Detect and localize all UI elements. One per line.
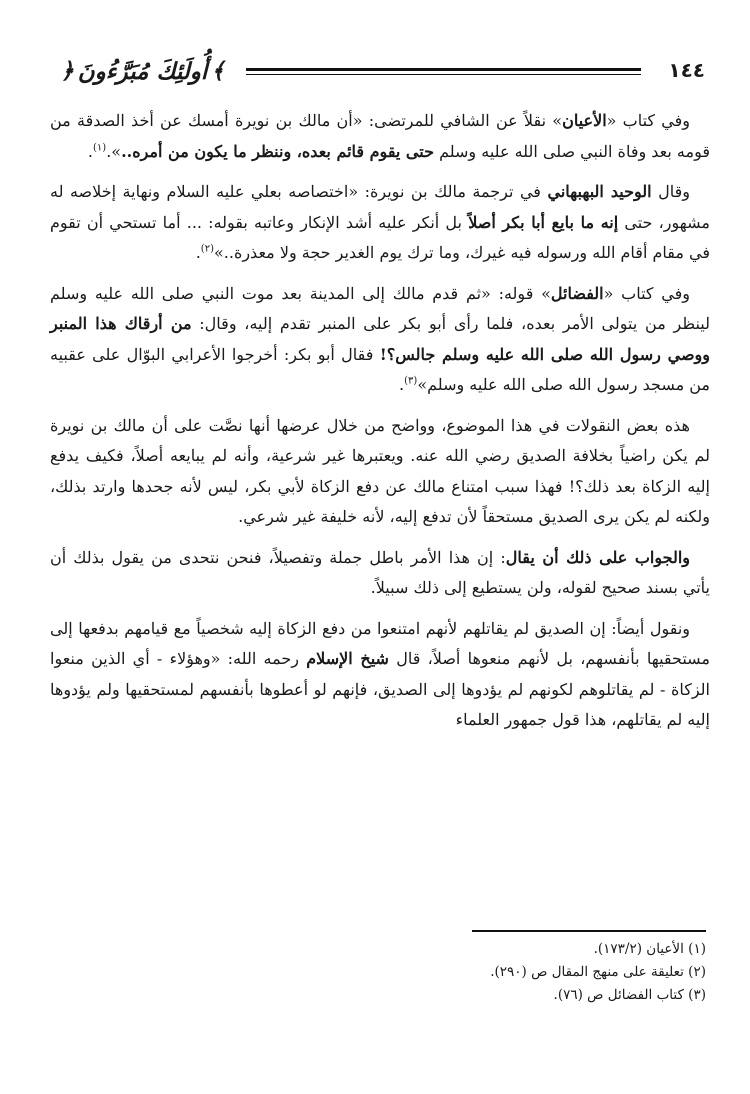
running-title — [50, 52, 235, 90]
text-run: : إن هذا الأمر باطل جملة وتفصيلاً، فنحن نتحدى من يقول بذلك أن يأتي بسند صحيح لقوله، ولن يستطيع إلى ذلك سبيلاً. — [50, 547, 710, 597]
text-run: » نقلاً عن الشافي للمرتضى: «أن مالك بن نويرة أمسك عن أخذ الصدقة من قومه بعد وفاة النبي صلى الله عليه وسلم — [50, 111, 710, 161]
footnote-reference: (٢) — [200, 243, 214, 255]
text-run: رحمه الله: «وهؤلاء - أي الذين منعوا الزكاة - لم يقاتلوهم لكونهم لم يؤدوها إلى الصديق، فإنهم لو أعطوها بأنفسهم لمستحقيها ولم يؤدوها إليه لم يقاتلهم، هذا قول جمهور العلماء — [50, 649, 710, 729]
text-run: ». — [106, 141, 122, 161]
paragraph — [50, 543, 710, 604]
bold-phrase: من أرقاك هذا المنبر ووصي رسول الله صلى الله عليه وسلم جالس؟! — [50, 314, 710, 364]
text-run: وفي كتاب « — [606, 111, 690, 130]
ornament-right: ﴾ — [211, 58, 225, 84]
page-header — [50, 50, 705, 94]
bold-phrase: الأعيان — [562, 111, 607, 130]
footnote-separator — [472, 930, 706, 932]
paragraph — [50, 411, 710, 533]
text-run: بل أنكر عليه أشد الإنكار وعاتبه بقوله: ... أما تستحي أن تقوم في مقام أقام الله ورسوله فيه غيرك، وما ترك يوم الغدير حجة ولا معذرة..» — [50, 212, 710, 262]
footnote: (١) الأعيان (١٧٣/٢). — [593, 941, 706, 957]
text-run: هذه بعض النقولات في هذا الموضوع، وواضح من خلال عرضها أنها نصَّت على أن مالك بن نويرة لم يكن راضياً بخلافة الصديق رضي الله عنه. ويعتبرها غير شرعية، وأنه لم يبايعه أصلاً، فكيف يدفع إليه الزكاة بعد ذلك؟! فهذا سبب امتناع مالك عن دفع الزكاة لأبي بكر، ليس لأنه جحدها وارتد بذلك، ولكنه لم يكن يرى الصديق مستحقاً لأن تدفع إليه، لأنه خليفة غير شرعي. — [50, 415, 710, 526]
page-number: ١٤٤ — [668, 58, 705, 82]
footnote-reference: (١) — [93, 142, 107, 154]
text-run: في ترجمة مالك بن نويرة: «اختصاصه بعلي عليه السلام ونهاية إخلاصه له مشهور، حتى — [50, 182, 710, 232]
bold-phrase: الوحيد البهبهاني — [547, 182, 652, 201]
text-run: وقال — [651, 182, 690, 201]
bold-phrase: الفضائل — [550, 283, 604, 303]
bold-phrase: شيخ الإسلام — [306, 649, 389, 668]
footnote-reference: (٣) — [404, 375, 418, 387]
paragraph: وفي كتاب «الأعيان» نقلاً عن الشافي للمرتضى: «أن مالك بن نويرة أمسك عن أخذ الصدقة من قومه بعد وفاة النبي صلى الله عليه وسلم حتى يقوم قائم بعده، وننظر ما يكون من أمره..».$^{(١)}$. — [50, 111, 710, 161]
text-run: وفي كتاب « — [603, 283, 690, 303]
bold-phrase: حتى يقوم قائم بعده، وننظر ما يكون من أمره.. — [121, 141, 434, 161]
bold-phrase: إنه ما بايع أبا بكر أصلاً — [468, 212, 619, 232]
paragraph: وفي كتاب «الفضائل» قوله: «ثم قدم مالك إلى المدينة بعد موت النبي صلى الله عليه وسلم لينظر من يتولى الأمر بعده، فلما رأى أبو بكر على المنبر تقدم إليه، وقال: من أرقاك هذا المنبر ووصي رسول الله صلى الله عليه وسلم جالس؟! فقال أبو بكر: أخرجوا الأعرابي البوّال على عقبيه من مسجد رسول الله صلى الله عليه وسلم»$^{(٣)}$. — [50, 283, 710, 394]
ornament-left: ﴿ — [60, 58, 74, 84]
text-run: فقال أبو بكر: أخرجوا الأعرابي البوّال على عقبيه من مسجد رسول الله صلى الله عليه وسلم» — [50, 344, 710, 394]
footnotes — [306, 938, 706, 1007]
book-title: أُولَئِكَ مُبَرَّءُونَ — [77, 57, 208, 85]
paragraph: وقال الوحيد البهبهاني في ترجمة مالك بن نويرة: «اختصاصه بعلي عليه السلام ونهاية إخلاصه له مشهور، حتى إنه ما بايع أبا بكر أصلاً بل أنكر عليه أشد الإنكار وعاتبه بقوله: ... أما تستحي أن تقوم في مقام أقام الله ورسوله فيه غيرك، وما ترك يوم الغدير حجة ولا معذرة..»$^{(٢)}$. — [50, 182, 710, 262]
body-text — [50, 106, 710, 746]
text-run: ونقول أيضاً: إن الصديق لم يقاتلهم لأنهم امتنعوا من دفع الزكاة إليه شخصياً مع قيامهم بدفعها إلى مستحقيها بأنفسهم، بل لأنهم منعوها أصلاً، قال — [50, 618, 711, 668]
bold-phrase: والجواب على ذلك أن يقال — [505, 547, 691, 567]
header-rule — [246, 68, 641, 78]
footnote: (٢) تعليقة على منهج المقال ص (٢٩٠). — [490, 964, 706, 980]
paragraph — [50, 614, 710, 736]
text-run: » قوله: «ثم قدم مالك إلى المدينة بعد موت النبي صلى الله عليه وسلم لينظر من يتولى الأمر بعده، فلما رأى أبو بكر على المنبر تقدم إليه، وقال: — [50, 283, 710, 333]
footnote: (٣) كتاب الفضائل ص (٧٦). — [553, 987, 706, 1003]
